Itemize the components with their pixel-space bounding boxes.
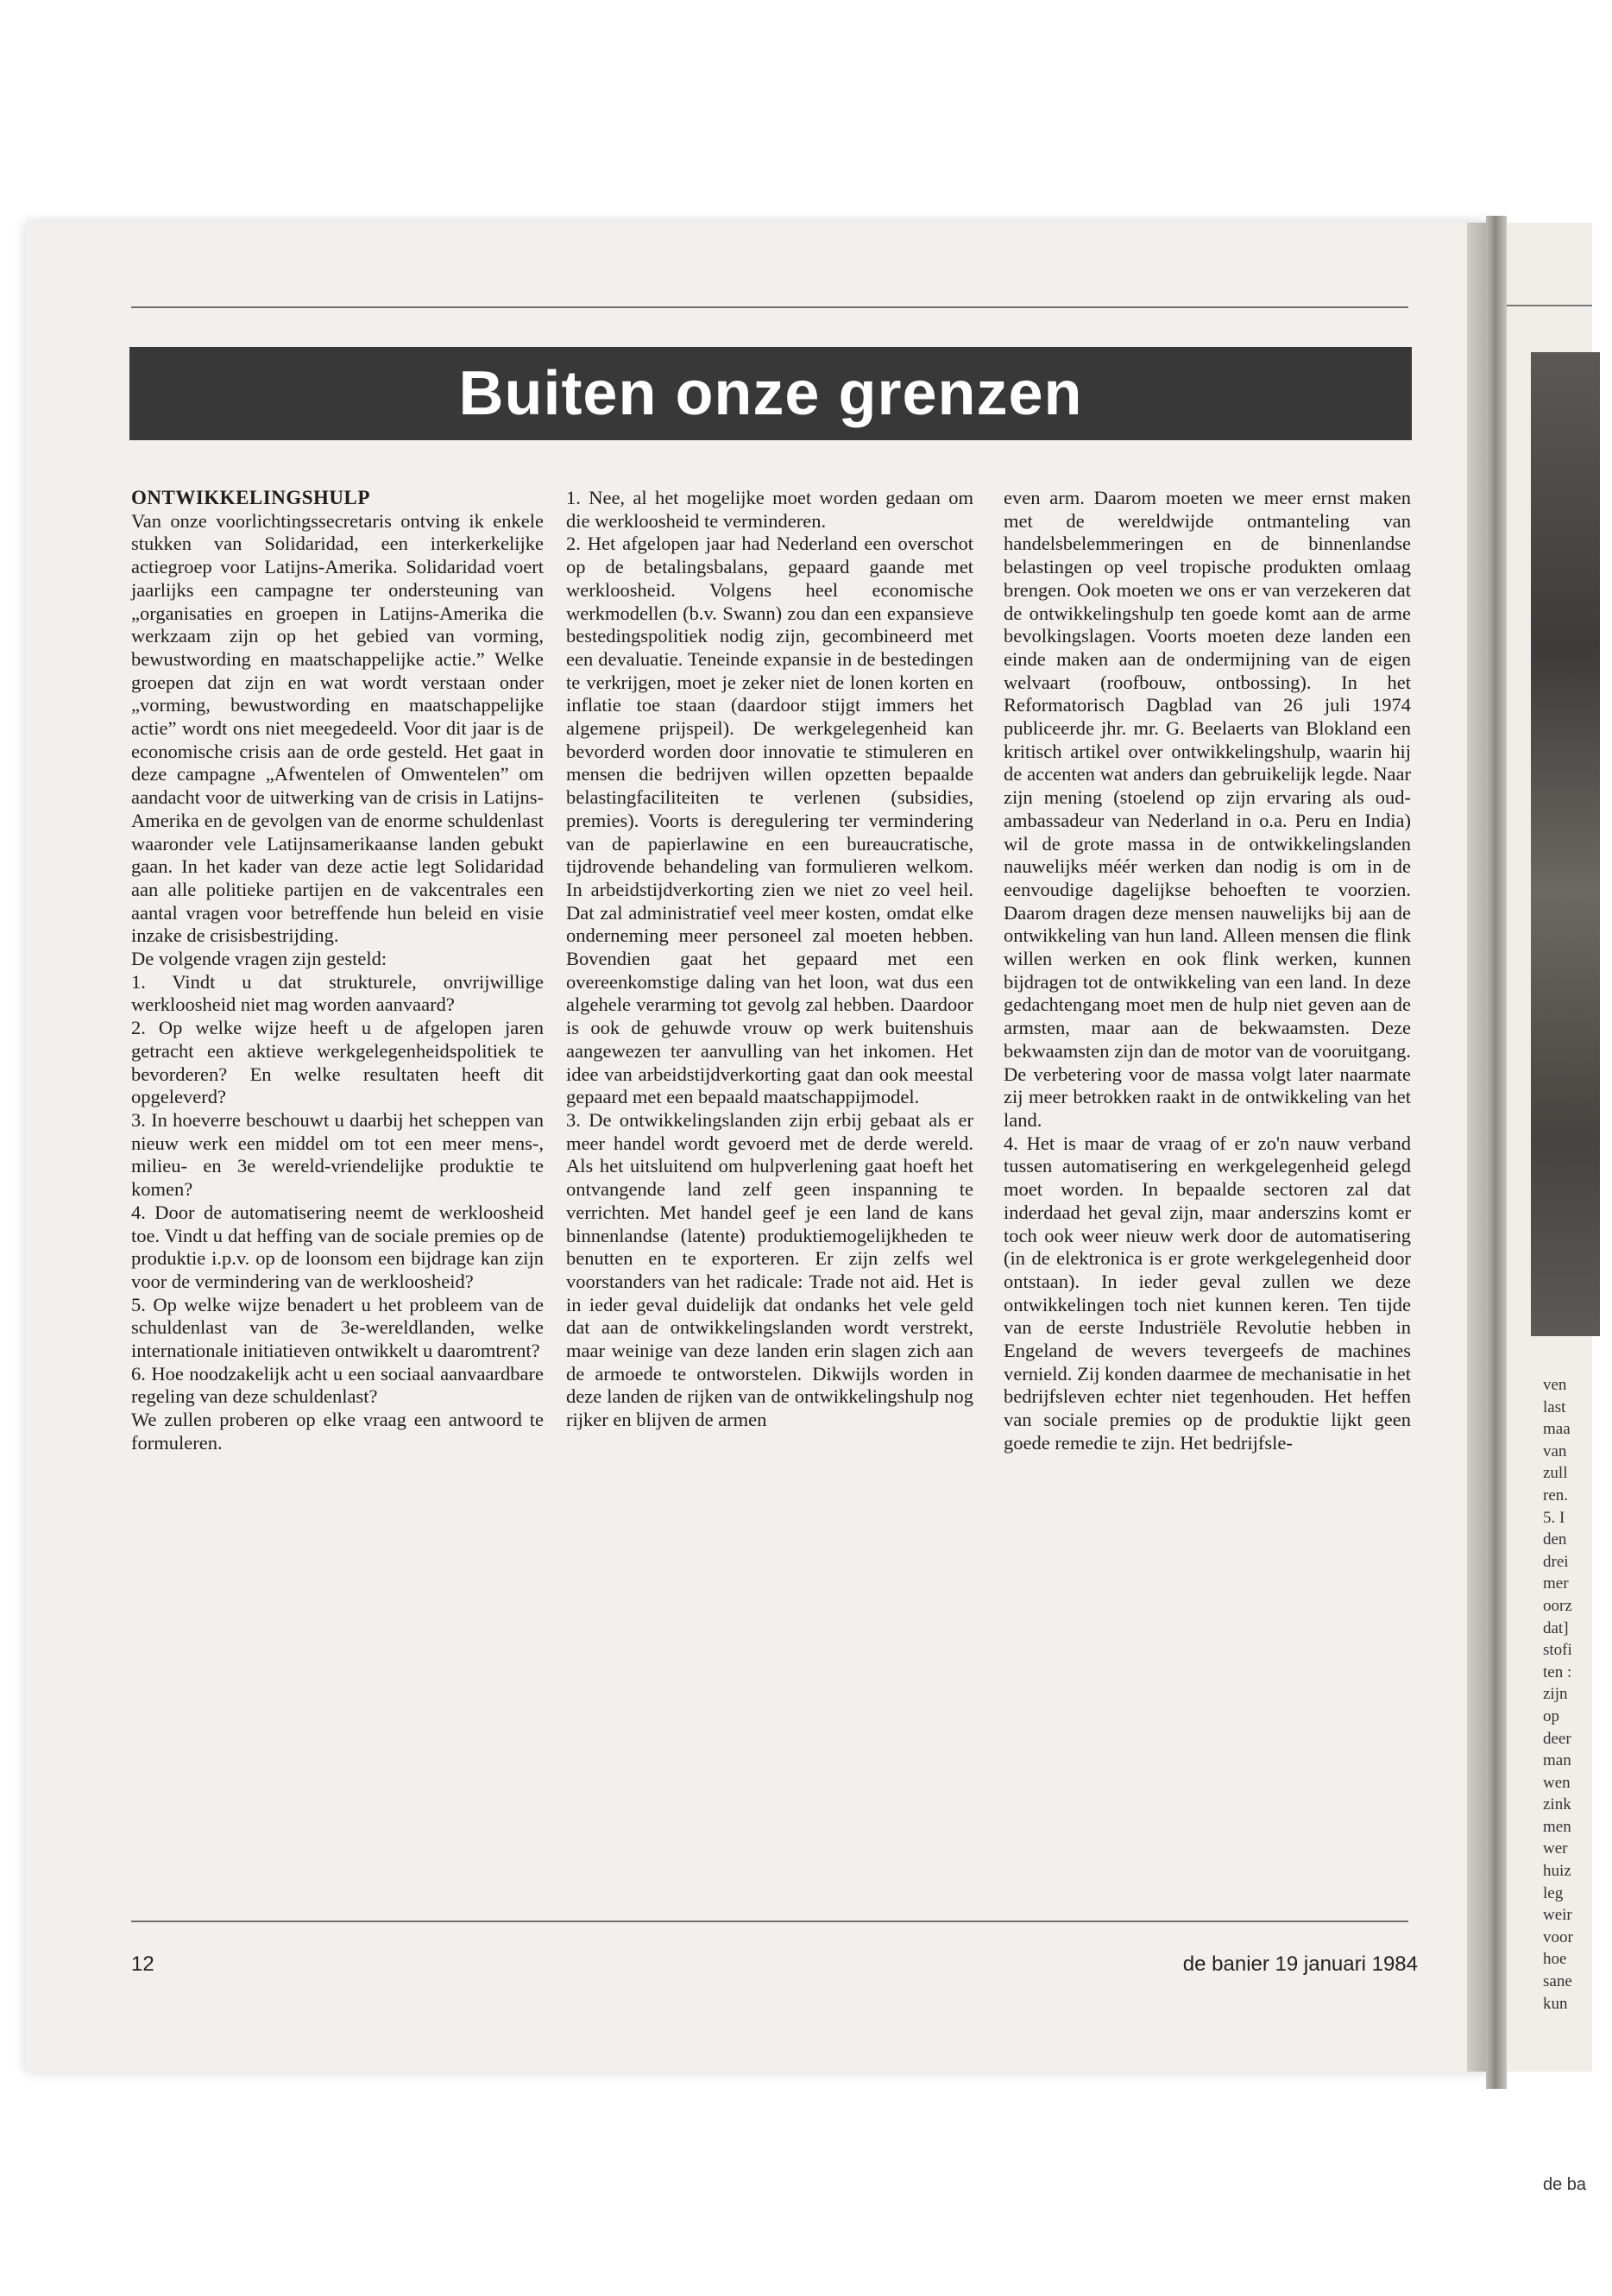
adjacent-page-photo — [1531, 352, 1600, 1336]
question-3: 3. In hoeverre beschouwt u daarbij het scheppen van nieuw werk een middel om tot een meer mens-, milieu- en 3e wereld-vriendelijke produktie te komen? — [131, 1108, 544, 1201]
question-5: 5. Op welke wijze benadert u het probleem van de schuldenlast van de 3e-wereldlanden, welke internationale initiatieven ontwikkelt u daaromtrent? — [131, 1293, 544, 1362]
book-spine — [1486, 216, 1507, 2089]
answer-2: 2. Het afgelopen jaar had Nederland een overschot op de betalingsbalans, gepaard gaande met werkloosheid. Volgens heel economische werkmodellen (b.v. Swann) zou dan een expansieve bestedingspolitiek nodig zijn, gecombineerd met een devaluatie. Teneinde expansie in de bestedingen te verkrijgen, moet je zeker niet de lonen korten en inflatie toe staan (daardoor stijgt immers het algemene prijspeil). De werkgelegenheid kan bevorderd worden door innovatie te stimuleren en mensen die bedrijven willen opzetten bepaalde belastingfaciliteiten te verlenen (subsidies, premies). Voorts is deregulering ter vermindering van de papierlawine en een bureaucratische, tijdrovende behandeling van formulieren welkom. In arbeidstijdverkorting zien we niet zo veel heil. Dat zal administratief veel meer kosten, omdat elke onderneming meer personeel zal moeten hebben. Bovendien gaat het gepaard met een overeenkomstige daling van het loon, wat dus een algehele verarming tot gevolg zal hebben. Daardoor is ook de gehuwde vrouw op werk buitenshuis aangewezen ter aanvulling van het inkomen. Het idee van arbeidstijdverkorting gaat dan ook meestal gepaard met een bepaald maatschappijmodel. — [566, 533, 973, 1108]
footer-rule — [131, 1921, 1408, 1922]
section-heading: ONTWIKKELINGSHULP — [131, 487, 370, 508]
adjacent-page-rule — [1507, 305, 1592, 306]
page-title: Buiten onze grenzen — [458, 359, 1083, 428]
adjacent-page — [1507, 223, 1592, 2194]
issue-date: de banier 19 januari 1984 — [1182, 1952, 1418, 1976]
question-1: 1. Vindt u dat strukturele, onvrijwillige werkloosheid niet mag worden aanvaard? — [131, 970, 544, 1016]
page-number: 12 — [131, 1952, 154, 1976]
question-2: 2. Op welke wijze heeft u de afgelopen jaren getracht een aktieve werkgelegenheidspolitiek te bevorderen? En welke resultaten heeft dit opgeleverd? — [131, 1017, 544, 1108]
top-rule — [131, 306, 1408, 308]
answer-3: 3. De ontwikkelingslanden zijn erbij gebaat als er meer handel wordt gevoerd met de derde wereld. Als het uitsluitend om hulpverlening gaat hoeft het ontvangende land zelf geen inspanning te verrichten. Met handel geef je een land de kans binnenlandse (latente) produktiemogelijkheden te benutten en te exporteren. Er zijn zelfs wel voorstanders van het radicale: Trade not aid. Het is in ieder geval duidelijk dat ondanks het vele geld dat aan de ontwikkelingslanden wordt verstrekt, maar weinige van deze landen erin slagen zich aan de armoede te ontworstelen. Dikwijls worden in deze landen de rijken van de ontwikkelingshulp nog rijker en blijven de armen — [566, 1108, 973, 1431]
question-6: 6. Hoe noodzakelijk acht u een sociaal aanvaardbare regeling van deze schuldenlast? — [131, 1362, 544, 1408]
answer-4: 4. Het is maar de vraag of er zo'n nauw verband tussen automatisering en werkgelegenheid gelegd moet worden. In bepaalde sectoren zal dat inderdaad het geval zijn, maar anderszins komt er toch ook weer nieuw werk door de automatisering (in de elektronica is er grote werkgelegenheid door ontstaan). In ieder geval zullen we deze ontwikkelingen toch niet kunnen keren. Ten tijde van de eerste Industriële Revolutie hebben in Engeland de wevers tevergeefs de machines vernield. Zij konden daarmee de mechanisatie in het bedrijfsleven echter niet tegenhouden. Het heffen van sociale premies op de produktie lijkt geen goede remedie te zijn. Het bedrijfsle- — [1004, 1132, 1411, 1454]
answer-1: 1. Nee, al het mogelijke moet worden gedaan om die werkloosheid te verminderen. — [566, 487, 973, 532]
answer-3-continued: even arm. Daarom moeten we meer ernst maken met de wereldwijde ontmanteling van handelsbelemmeringen en de binnenlandse belastingen op veel tropische produkten omlaag brengen. Ook moeten we ons er van verzekeren dat de ontwikkelingshulp ten goede komt aan de arme bevolkingslagen. Voorts moeten deze landen een einde maken aan de ondermijning van de eigen welvaart (roofbouw, ontbossing). In het Reformatorisch Dagblad van 26 juli 1974 publiceerde jhr. mr. G. Beelaerts van Blokland een kritisch artikel over ontwikkelingshulp, waarin hij de accenten wat anders dan gebruikelijk legde. Naar zijn mening (stoelend op zijn ervaring als oud-ambassadeur van Nederland in o.a. Peru en India) wil de grote massa in de ontwikkelingslanden nauwelijks méér werken dan nodig is om in de eenvoudige dagelijkse behoeften te voorzien. Daarom dragen deze mensen nauwelijks bij aan de ontwikkeling van hun land. Alleen mensen die flink willen werken en ook flink werken, kunnen bijdragen tot de ontwikkeling van een land. In deze gedachtengang moet men de hulp niet geven aan de armsten, maar aan de bekwaamsten. Deze bekwaamsten zijn dan de motor van de vooruitgang. De verbetering voor de massa volgt later naarmate zij meer betrokken raakt in de ontwikkeling van het land. — [1004, 487, 1411, 1131]
paragraph: De volgende vragen zijn gesteld: — [131, 948, 387, 970]
question-4: 4. Door de automatisering neemt de werkloosheid toe. Vindt u dat heffing van de sociale premies op de produktie i.p.v. op de loonsom een bijdrage kan zijn voor de vermindering van de werkloosheid? — [131, 1201, 544, 1292]
paragraph: Van onze voorlichtingssecretaris ontving ik enkele stukken van Solidaridad, een interkerkelijke actiegroep voor Latijns-Amerika. Solidaridad voert jaarlijks een campagne ter ondersteuning van „organisaties en groepen in Latijns-Amerika die werkzaam zijn op het gebied van vorming, bewustwording en maatschappelijke actie.” Welke groepen dat zijn en wat wordt verstaan onder „vorming, bewustwording en maatschappelijke actie” wordt ons niet meegedeeld. Voor dit jaar is de economische crisis aan de orde gesteld. Het gaat in deze campagne „Afwentelen of Omwentelen” om aandacht voor de uitwerking van de crisis in Latijns-Amerika en de gevolgen van de enorme schuldenlast waaronder vele Latijnsamerikaanse landen gebukt gaan. In het kader van deze actie legt Solidaridad aan alle politieke partijen en de vakcentrales een aantal vragen voor betreffende hun beleid en visie inzake de crisisbestrijding. — [131, 509, 544, 947]
article-column-1 — [131, 487, 544, 1455]
article-column-3 — [1004, 487, 1411, 1455]
article-column-2 — [566, 487, 973, 1432]
paragraph: We zullen proberen op elke vraag een antwoord te formuleren. — [131, 1409, 544, 1454]
section-banner — [129, 347, 1412, 440]
adjacent-page-footer: de ba — [1543, 2175, 1587, 2194]
adjacent-page-text: ven last maa van zull ren. 5. I den drei mer oorz dat] stofi ten : zijn op deer man wen zink men wer huiz leg weir voor hoe sane kun — [1543, 1376, 1573, 2013]
